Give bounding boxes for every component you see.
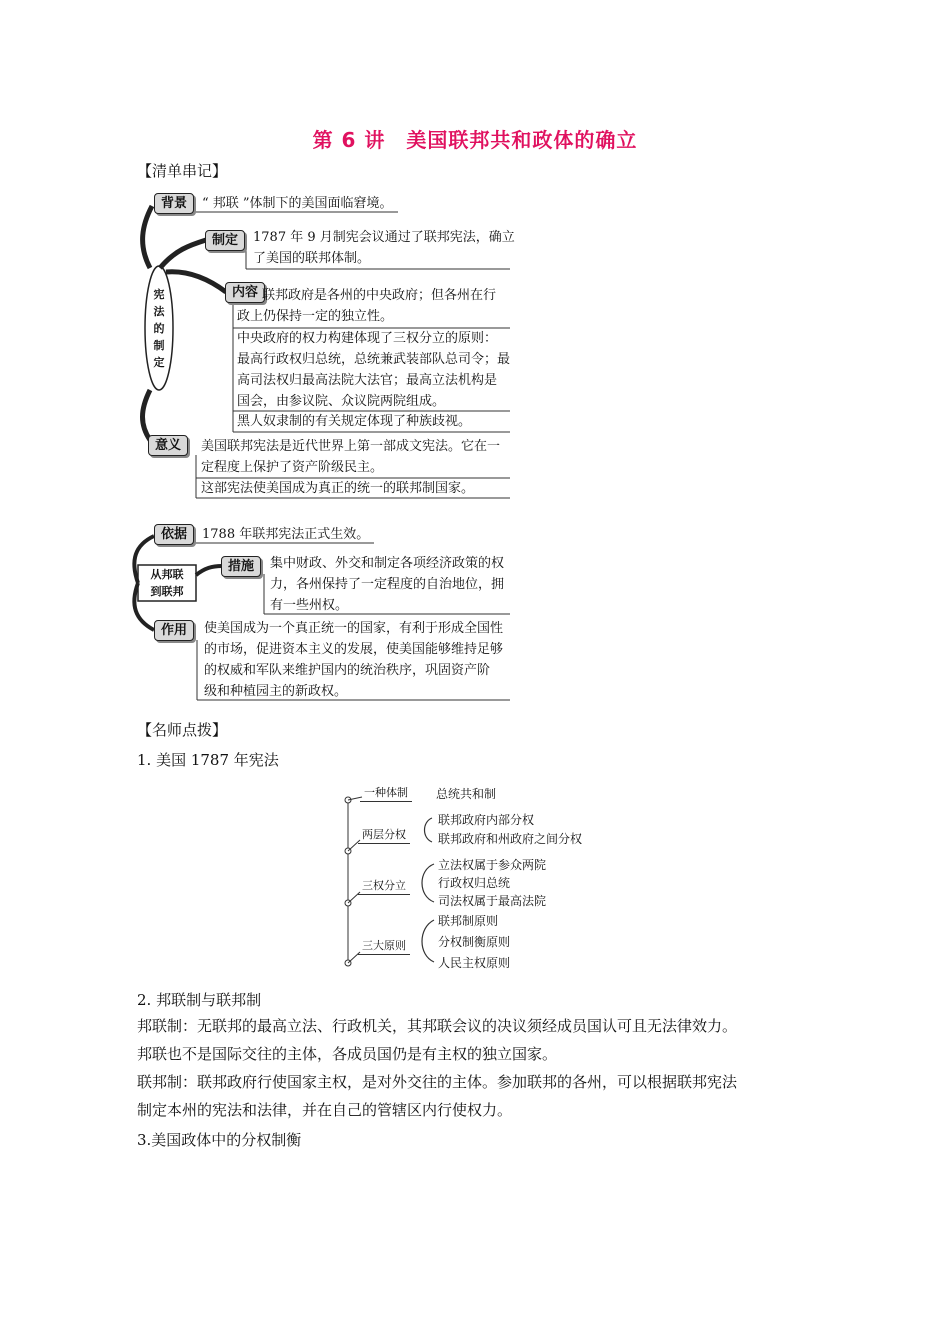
center-char: 宪 bbox=[153, 288, 165, 301]
text-line: 高司法权归最高法院大法官；最高立法机构是 bbox=[237, 373, 498, 388]
text-line: 级和种植园主的新政权。 bbox=[204, 684, 348, 699]
tag-neirong: 内容 bbox=[225, 282, 265, 303]
text-line: 政上仍保持一定的独立性。 bbox=[237, 309, 394, 324]
text-line: 定程度上保护了资产阶级民主。 bbox=[201, 460, 384, 475]
tree-label-sanda: 三大原则 bbox=[358, 937, 410, 955]
text-line: 美国联邦宪法是近代世界上第一部成文宪法。它在一 bbox=[201, 439, 501, 454]
text-line: 力，各州保持了一定程度的自治地位，拥 bbox=[270, 577, 505, 592]
text-line: 国会，由参议院、众议院两院组成。 bbox=[237, 394, 446, 409]
tree-item: 分权制衡原则 bbox=[438, 935, 511, 949]
text-line: 最高行政权归总统，总统兼武装部队总司令；最 bbox=[237, 352, 511, 367]
beijing-text: “ 邦联 ”体制下的美国面临窘境。 bbox=[202, 196, 393, 211]
text-line: 集中财政、外交和制定各项经济政策的权 bbox=[270, 556, 505, 571]
tree-item: 司法权属于最高法院 bbox=[438, 894, 547, 908]
paragraph: 联邦制：联邦政府行使国家主权，是对外交往的主体。参加联邦的各州，可以根据联邦宪法 bbox=[137, 1073, 738, 1091]
yiju-text: 1788 年联邦宪法正式生效。 bbox=[202, 527, 370, 542]
text-line: 的市场，促进资本主义的发展，使美国能够维持足够 bbox=[204, 642, 504, 657]
tree-item: 联邦政府和州政府之间分权 bbox=[438, 832, 583, 846]
center-line: 到联邦 bbox=[150, 585, 184, 598]
item3-heading: 3.美国政体中的分权制衡 bbox=[137, 1131, 302, 1149]
item1-heading: 1. 美国 1787 年宪法 bbox=[137, 751, 279, 769]
center-char: 制 bbox=[153, 339, 165, 352]
paragraph: 制定本州的宪法和法律，并在自己的管辖区内行使权力。 bbox=[137, 1101, 513, 1119]
item2-heading: 2. 邦联制与联邦制 bbox=[137, 991, 262, 1009]
paragraph: 邦联也不是国际交往的主体，各成员国仍是有主权的独立国家。 bbox=[137, 1045, 558, 1063]
center-char: 的 bbox=[153, 322, 165, 335]
tree-label-sanquan: 三权分立 bbox=[358, 877, 410, 895]
section-heading-tips: 【名师点拨】 bbox=[137, 721, 228, 739]
center-line: 从邦联 bbox=[150, 568, 184, 581]
text-line: 黑人奴隶制的有关规定体现了种族歧视。 bbox=[237, 414, 472, 429]
tree-label-yizhong: 一种体制 bbox=[360, 784, 412, 802]
tree-item: 人民主权原则 bbox=[438, 956, 511, 970]
center-char: 定 bbox=[153, 356, 165, 369]
tag-beijing: 背景 bbox=[154, 193, 194, 214]
tree-item: 立法权属于参众两院 bbox=[438, 858, 547, 872]
text-line: 联邦政府是各州的中央政府；但各州在行 bbox=[262, 288, 497, 303]
tree-item: 行政权归总统 bbox=[438, 876, 511, 890]
page-title: 第 6 讲 美国联邦共和政体的确立 bbox=[312, 128, 638, 152]
text-line: 1787 年 9 月制宪会议通过了联邦宪法，确立 bbox=[253, 230, 515, 245]
text-line: 的权威和军队来维护国内的统治秩序，巩固资产阶 bbox=[204, 663, 491, 678]
tree-item: 联邦制原则 bbox=[438, 914, 499, 928]
tree-label-liangceng: 两层分权 bbox=[358, 826, 410, 844]
tag-yiyi: 意义 bbox=[148, 435, 188, 456]
text-line: 使美国成为一个真正统一的国家，有利于形成全国性 bbox=[204, 621, 504, 636]
tag-cuoshi: 措施 bbox=[221, 556, 261, 577]
tag-zhiding: 制定 bbox=[205, 230, 245, 251]
text-line: 这部宪法使美国成为真正的统一的联邦制国家。 bbox=[201, 481, 475, 496]
text-line: 中央政府的权力构建体现了三权分立的原则： bbox=[237, 331, 498, 346]
center-char: 法 bbox=[153, 305, 165, 318]
paragraph: 邦联制：无联邦的最高立法、行政机关，其邦联会议的决议须经成员国认可且无法律效力。 bbox=[137, 1017, 738, 1035]
text-line: 有一些州权。 bbox=[270, 598, 349, 613]
text-line: 了美国的联邦体制。 bbox=[253, 251, 371, 266]
tree-item: 联邦政府内部分权 bbox=[438, 813, 535, 827]
section-heading-checklist: 【清单串记】 bbox=[137, 162, 228, 180]
tag-yiju: 依据 bbox=[154, 524, 194, 545]
tag-zuoyong: 作用 bbox=[154, 620, 194, 641]
tree-item: 总统共和制 bbox=[436, 787, 497, 801]
